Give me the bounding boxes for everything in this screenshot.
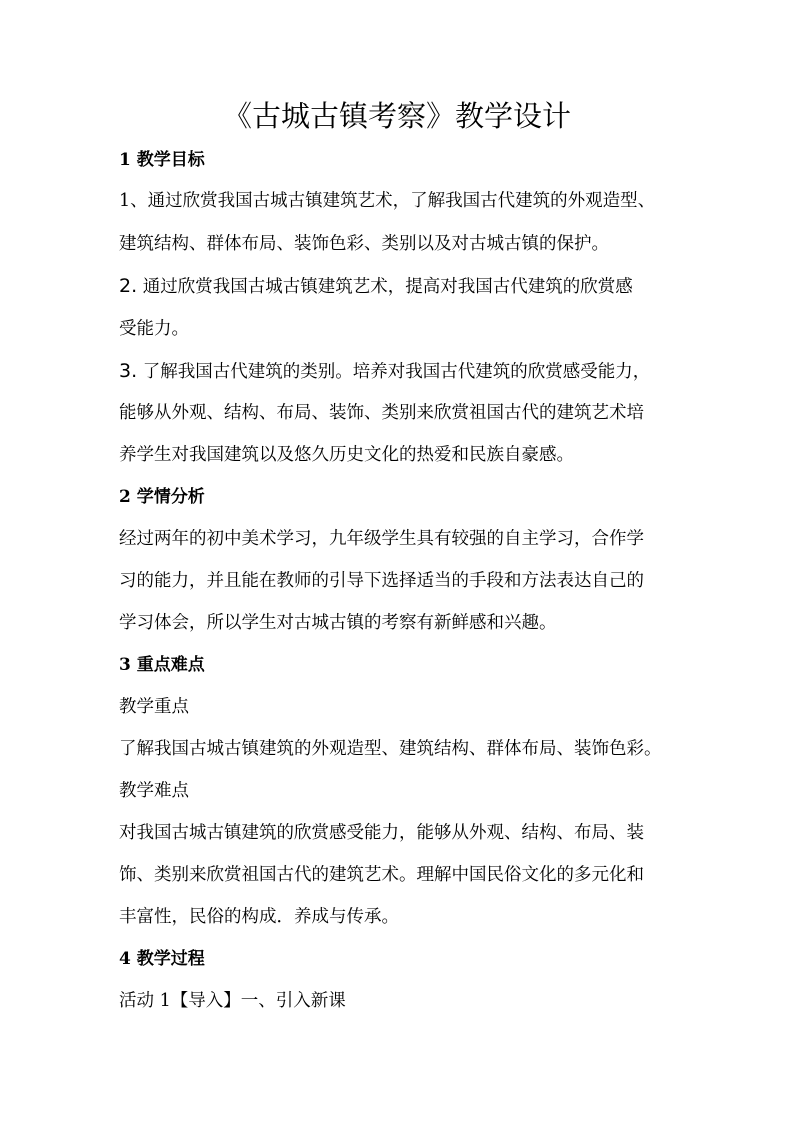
goal-2-text: 通过欣赏我国古城古镇建筑艺术，提高对我国古代建筑的欣赏感 (142, 277, 633, 297)
goal-1-line-2: 建筑结构、群体布局、装饰色彩、类别以及对古城古镇的保护。 (119, 234, 609, 254)
difficult-points-line-1: 对我国古城古镇建筑的欣赏感受能力，能够从外观、结构、布局、装 (119, 823, 644, 843)
analysis-line-1: 经过两年的初中美术学习，九年级学生具有较强的自主学习，合作学 (119, 529, 644, 549)
activity-1-intro: 活动 1【导入】一、引入新课 (119, 991, 346, 1011)
goal-2-line-2: 受能力。 (119, 319, 189, 339)
key-points-label: 教学重点 (119, 697, 189, 717)
analysis-line-3: 学习体会，所以学生对古城古镇的考察有新鲜感和兴趣。 (119, 613, 557, 633)
section-heading-teaching-goals: 1 教学目标 (119, 150, 205, 170)
difficult-points-label: 教学难点 (119, 781, 189, 801)
goal-3-line-3: 养学生对我国建筑以及悠久历史文化的热爱和民族自豪感。 (119, 445, 574, 465)
analysis-line-2: 习的能力，并且能在教师的引导下选择适当的手段和方法表达自己的 (119, 571, 644, 591)
goal-3-number: 3. (119, 360, 138, 382)
goal-3-line-1 (119, 359, 650, 384)
section-heading-teaching-process: 4 教学过程 (119, 949, 205, 969)
section-heading-student-analysis: 2 学情分析 (119, 487, 205, 507)
goal-3-line-2: 能够从外观、结构、布局、装饰、类别来欣赏祖国古代的建筑艺术培 (119, 403, 644, 423)
section-heading-key-difficult-points: 3 重点难点 (119, 655, 205, 675)
goal-3-text: 了解我国古代建筑的类别。培养对我国古代建筑的欣赏感受能力， (142, 362, 651, 382)
difficult-points-line-3: 丰富性，民俗的构成．养成与传承。 (119, 907, 399, 927)
key-points-text: 了解我国古城古镇建筑的外观造型、建筑结构、群体布局、装饰色彩。 (119, 739, 662, 759)
difficult-points-line-2: 饰、类别来欣赏祖国古代的建筑艺术。理解中国民俗文化的多元化和 (119, 865, 644, 885)
goal-2-line-1 (119, 274, 633, 299)
goal-1-line-1: 1、通过欣赏我国古城古镇建筑艺术，了解我国古代建筑的外观造型、 (119, 191, 656, 211)
document-title: 《古城古镇考察》教学设计 (222, 99, 571, 133)
goal-2-number: 2. (119, 275, 138, 297)
